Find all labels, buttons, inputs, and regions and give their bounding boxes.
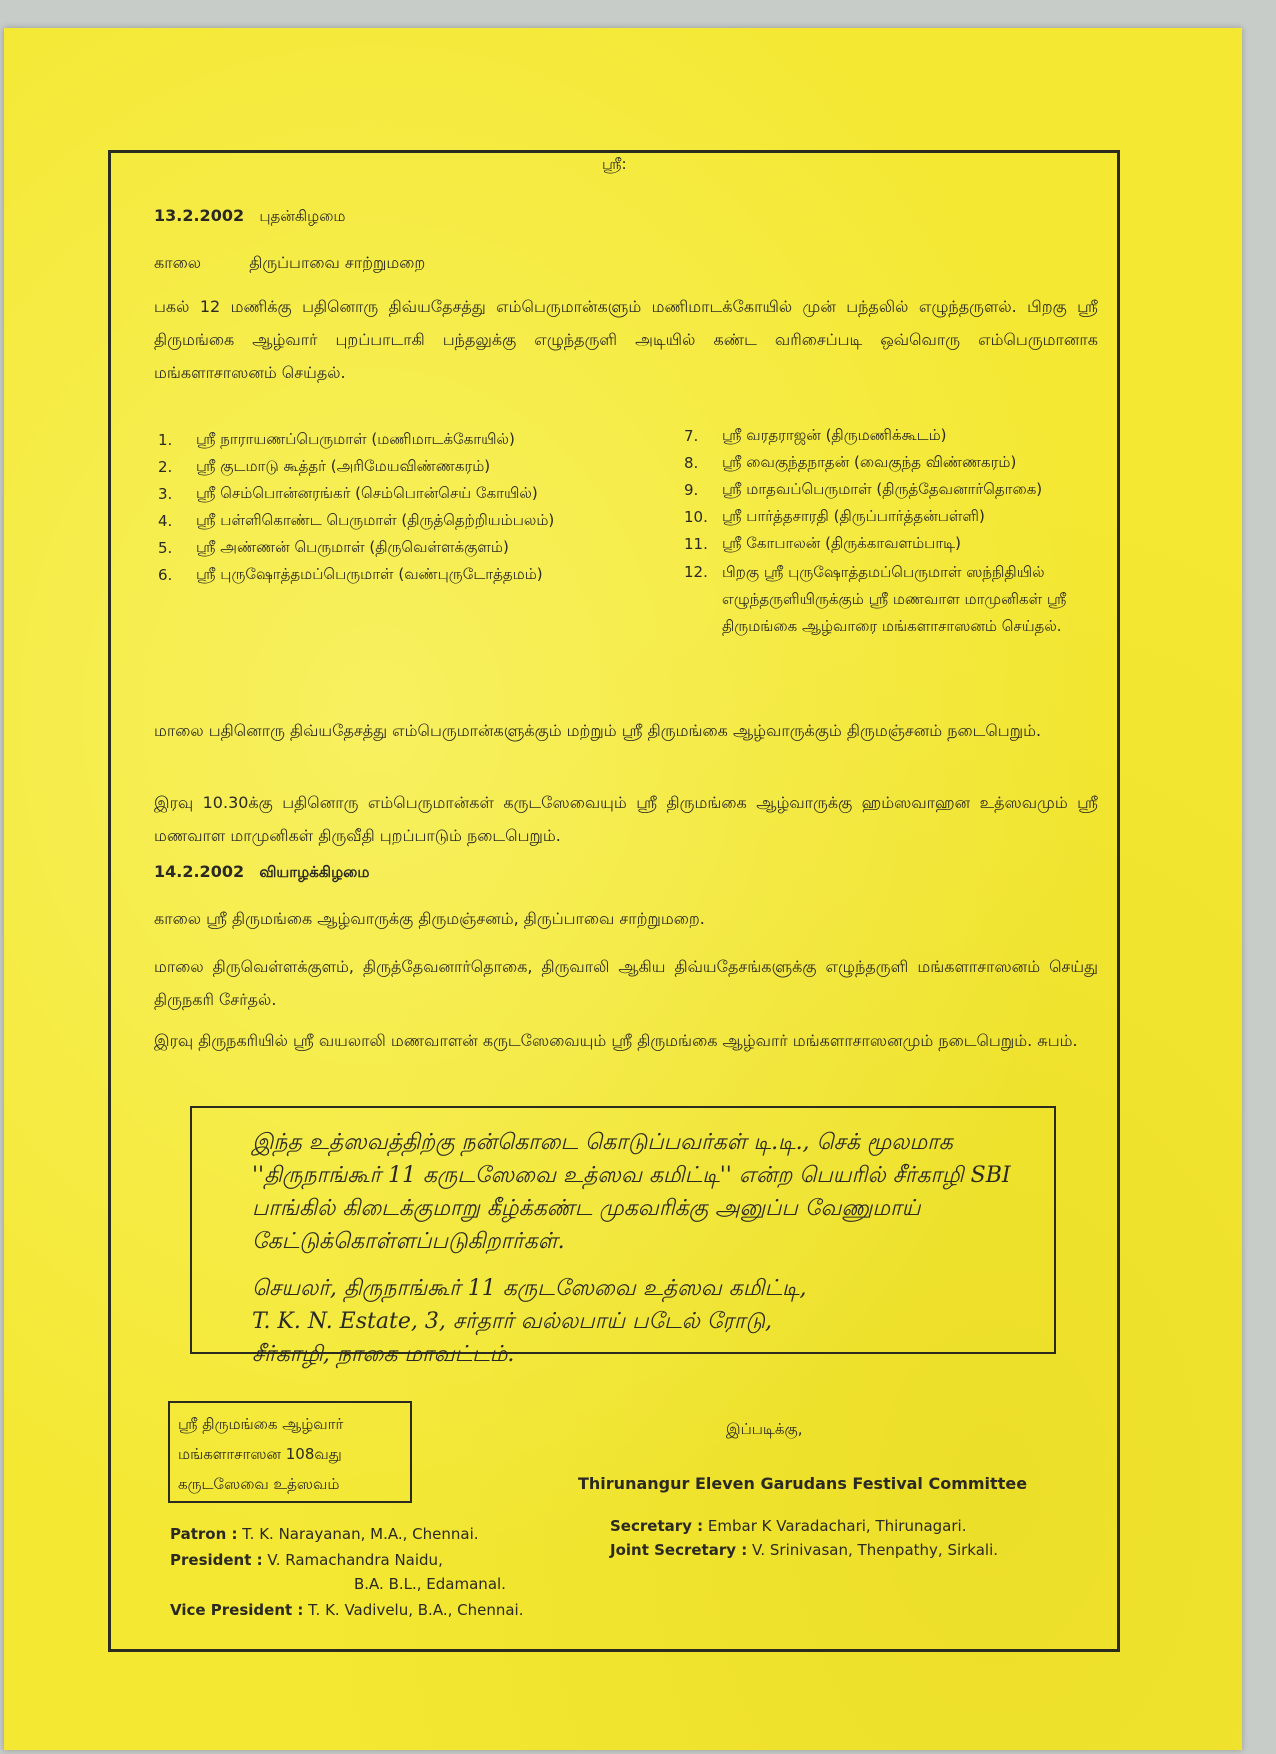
secretary: Secretary : Embar K Varadachari, Thirunagari.	[610, 1517, 967, 1535]
list-item: 12. பிறகு ஸ்ரீ புருஷோத்தமப்பெருமாள் ஸந்நிதியில் எழுந்தருளியிருக்கும் ஸ்ரீ மணவாள மாமுனிகள் ஸ்ரீ திருமங்கை ஆழ்வாரை மங்களாசாஸனம் செய்தல்.	[684, 563, 1067, 635]
donation-appeal: இந்த உத்ஸவத்திற்கு நன்கொடை கொடுப்பவர்கள் டி.டி., செக் மூலமாக ''திருநாங்கூர் 11 கருடஸேவை உத்ஸவ கமிட்டி'' என்ற பெயரில் சீர்காழி SBI பாங்கில் கிடைக்குமாறு கீழ்க்கண்ட முகவரிக்கு அனுப்ப வேணுமாய் கேட்டுக்கொள்ளப்படுகிறார்கள்.	[252, 1130, 1011, 1254]
list-item: 3. ஸ்ரீ செம்பொன்னரங்கர் (செம்பொன்செய் கோயில்)	[158, 483, 538, 503]
list-item: 2. ஸ்ரீ குடமாடு கூத்தர் (அரிமேயவிண்ணகரம்)	[158, 456, 491, 476]
day1-heading	[154, 206, 345, 227]
vice-president: Vice President : T. K. Vadivelu, B.A., Chennai.	[170, 1601, 524, 1619]
committee-name: Thirunangur Eleven Garudans Festival Committee	[578, 1474, 1028, 1493]
day2-weekday: வியாழக்கிழமை	[259, 863, 370, 881]
day2-date: 14.2.2002	[154, 862, 245, 881]
list-item: 1. ஸ்ரீ நாராயணப்பெருமாள் (மணிமாடக்கோயில்)	[158, 429, 515, 449]
day1-evening-paragraph: மாலை பதினொரு திவ்யதேசத்து எம்பெருமான்களுக்கும் மற்றும் ஸ்ரீ திருமங்கை ஆழ்வாருக்கும் திருமஞ்சனம் நடைபெறும்.	[154, 721, 1042, 740]
day1-weekday: புதன்கிழமை	[259, 207, 346, 225]
list-item: 4. ஸ்ரீ பள்ளிகொண்ட பெருமாள் (திருத்தெற்றியம்பலம்)	[158, 510, 555, 530]
yellow-flyer	[4, 28, 1242, 1750]
officers-right	[610, 1514, 998, 1562]
perumal-list-right	[684, 422, 1094, 640]
list-item: 8. ஸ்ரீ வைகுந்தநாதன் (வைகுந்த விண்ணகரம்)	[684, 452, 1017, 472]
day1-noon-paragraph: பகல் 12 மணிக்கு பதினொரு திவ்யதேசத்து எம்பெருமான்களும் மணிமாடக்கோயில் முன் பந்தலில் எழுந்தருளல். பிறகு ஸ்ரீ திருமங்கை ஆழ்வார் புறப்பாடாகி பந்தலுக்கு எழுந்தருளி அடியில் கண்ட வரிசைப்படி ஒவ்வொரு எம்பெருமானாக மங்களாசாஸனம் செய்தல்.	[154, 297, 1098, 382]
day2-heading	[154, 862, 369, 883]
day2-morning-paragraph: காலை ஸ்ரீ திருமங்கை ஆழ்வாருக்கு திருமஞ்சனம், திருப்பாவை சாற்றுமறை.	[154, 909, 705, 928]
list-item: 10. ஸ்ரீ பார்த்தசாரதி (திருப்பார்த்தன்பள்ளி)	[684, 506, 985, 526]
donation-notice-box	[190, 1106, 1056, 1367]
day1-night-paragraph: இரவு 10.30க்கு பதினொரு எம்பெருமான்கள் கருடஸேவையும் ஸ்ரீ திருமங்கை ஆழ்வாருக்கு ஹம்ஸவாஹன உத்ஸவமும் ஸ்ரீ மணவாள மாமுனிகள் திருவீதி புறப்பாடும் நடைபெறும்.	[154, 793, 1098, 845]
perumal-list-left	[158, 426, 668, 588]
day1-morning-text: திருப்பாவை சாற்றுமறை	[249, 253, 426, 272]
closing-regards: இப்படிக்கு,	[726, 1420, 803, 1438]
festival-stamp: ஸ்ரீ திருமங்கை ஆழ்வார் மங்களாசாஸன 108வது கருடஸேவை உத்ஸவம்	[168, 1401, 412, 1503]
president: President : V. Ramachandra Naidu,	[170, 1551, 443, 1569]
list-item: 9. ஸ்ரீ மாதவப்பெருமாள் (திருத்தேவனார்தொகை)	[684, 479, 1043, 499]
list-item: 6. ஸ்ரீ புருஷோத்தமப்பெருமாள் (வண்புருடோத்தமம்)	[158, 564, 543, 584]
day2-night-paragraph: இரவு திருநகரியில் ஸ்ரீ வயலாலி மணவாளன் கருடஸேவையும் ஸ்ரீ திருமங்கை ஆழ்வார் மங்களாசாஸனமும் நடைபெறும். சுபம்.	[154, 1031, 1078, 1050]
patron: Patron : T. K. Narayanan, M.A., Chennai.	[170, 1525, 479, 1543]
sri-heading: ஸ்ரீ:	[602, 155, 627, 173]
list-item: 5. ஸ்ரீ அண்ணன் பெருமாள் (திருவெள்ளக்குளம்)	[158, 537, 509, 557]
joint-secretary: Joint Secretary : V. Srinivasan, Thenpathy, Sirkali.	[610, 1541, 999, 1559]
secretary-address: செயலர், திருநாங்கூர் 11 கருடஸேவை உத்ஸவ கமிட்டி, T. K. N. Estate, 3, சர்தார் வல்லபாய் படேல் ரோடு, சீர்காழி, நாகை மாவட்டம்.	[252, 1276, 807, 1367]
day2-evening-paragraph: மாலை திருவெள்ளக்குளம், திருத்தேவனார்தொகை, திருவாலி ஆகிய திவ்யதேசங்களுக்கு எழுந்தருளி மங்களாசாஸனம் செய்து திருநகரி சேர்தல்.	[154, 957, 1098, 1009]
president-qualification: B.A. B.L., Edamanal.	[354, 1575, 506, 1593]
list-item: 11. ஸ்ரீ கோபாலன் (திருக்காவளம்பாடி)	[684, 533, 961, 553]
day1-morning	[154, 246, 425, 279]
officers-left	[170, 1522, 523, 1622]
day1-date: 13.2.2002	[154, 206, 245, 225]
list-item: 7. ஸ்ரீ வரதராஜன் (திருமணிக்கூடம்)	[684, 425, 947, 445]
day1-morning-label: காலை	[154, 253, 202, 272]
